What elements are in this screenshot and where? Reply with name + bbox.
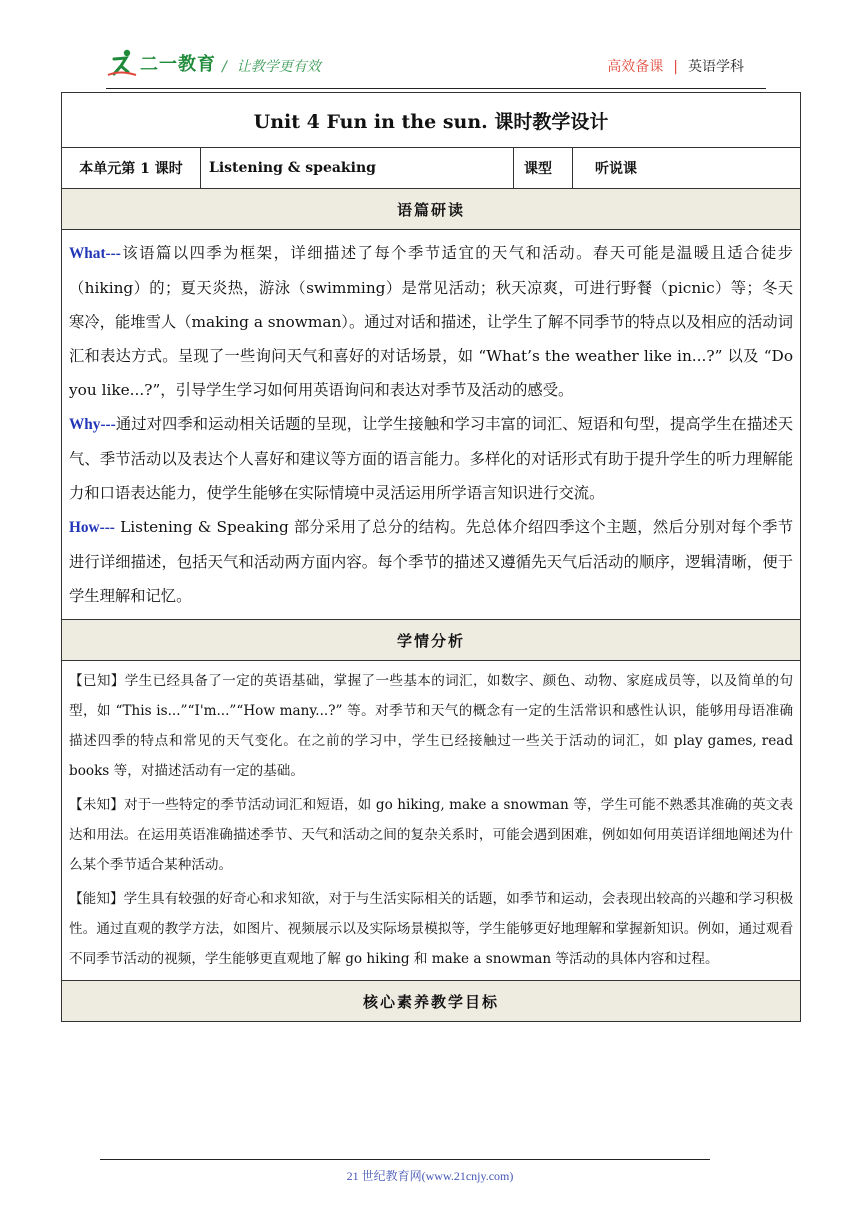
text-analysis-content — [62, 230, 801, 620]
subject-label: 英语学科 — [688, 59, 744, 75]
footer-divider — [100, 1159, 710, 1160]
why-label: Why--- — [69, 416, 116, 433]
lesson-type-value: 听说课 — [573, 148, 801, 189]
page-header — [0, 0, 860, 92]
footer-link[interactable]: 21 世纪教育网(www.21cnjy.com) — [346, 1169, 514, 1183]
how-text: Listening & Speaking 部分采用了总分的结构。先总体介绍四季这个主题，然后分别对每个季节进行详细描述，包括天气和活动两方面内容。每个季节的描述又遵循先天气后活动的顺序，逻辑清晰，便于学生理解和记忆。 — [69, 518, 794, 605]
lesson-number-label: 本单元第 1 课时 — [62, 148, 201, 189]
header-divider — [106, 88, 766, 89]
why-text: 通过对四季和运动相关话题的呈现，让学生接触和学习丰富的词汇、短语和句型，提高学生在描述天气、季节活动以及表达个人喜好和建议等方面的语言能力。多样化的对话形式有助于提升学生的听力理解能力和口语表达能力，使学生能够在实际情境中灵活运用所学语言知识进行交流。 — [69, 415, 794, 502]
section-heading-text-analysis: 语篇研读 — [62, 189, 801, 230]
what-paragraph — [69, 236, 793, 407]
logo-text: 二一教育 — [140, 54, 216, 75]
unknown-paragraph: 【未知】对于一些特定的季节活动词汇和短语，如 go hiking, make a snowman 等，学生可能不熟悉其准确的英文表达和用法。在运用英语准确描述季节、天气和活动之间的复杂关系时，可能会遇到困难，例如如何用英语详细地阐述为什么某个季节适合某种活动。 — [69, 797, 794, 873]
what-text: 该语篇以四季为框架，详细描述了每个季节适宜的天气和活动。春天可能是温暖且适合徒步（hiking）的；夏天炎热，游泳（swimming）是常见活动；秋天凉爽，可进行野餐（picnic）等；冬天寒冷，能堆雪人（making a snowman）。通过对话和描述，让学生了解不同季节的特点以及相应的活动词汇和表达方式。呈现了一些询问天气和喜好的对话场景，如 “What’s the weather like in...?” 以及 “Do you like...?”，引导学生学习如何用英语询问和表达对季节及活动的感受。 — [69, 244, 794, 399]
logo — [106, 48, 216, 78]
student-analysis-content — [62, 661, 801, 981]
category-label: 高效备课 — [607, 59, 664, 75]
document-title: Unit 4 Fun in the sun. 课时教学设计 — [62, 93, 801, 148]
slogan: / 让教学更有效 — [222, 59, 321, 75]
what-label: What--- — [69, 245, 121, 262]
how-label: How--- — [69, 519, 115, 536]
why-paragraph — [69, 407, 793, 510]
able-paragraph: 【能知】学生具有较强的好奇心和求知欲，对于与生活实际相关的话题，如季节和运动，会表现出较高的兴趣和学习积极性。通过直观的教学方法，如图片、视频展示以及实际场景模拟等，学生能够更好地理解和掌握新知识。例如，通过观看不同季节活动的视频，学生能够更直观地了解 go hiking 和 make a snowman 等活动的具体内容和过程。 — [69, 891, 794, 967]
lesson-info-row — [62, 148, 801, 189]
lesson-topic: Listening & speaking — [201, 148, 514, 189]
running-man-icon — [106, 48, 138, 78]
header-subject: 高效备课 | 英语学科 — [607, 59, 744, 75]
known-paragraph: 【已知】学生已经具备了一定的英语基础，掌握了一些基本的词汇，如数字、颜色、动物、家庭成员等，以及简单的句型，如 “This is...”“I'm...”“How many...?” 等。对季节和天气的概念有一定的生活常识和感性认识，能够用母语准确描述四季的特点和常见的天气变化。在之前的学习中，学生已经接触过一些关于活动的词汇，如 play games, read books 等，对描述活动有一定的基础。 — [69, 673, 794, 779]
slogan-text: 让教学更有效 — [236, 59, 321, 75]
how-paragraph — [69, 510, 793, 613]
section-heading-core-objectives: 核心素养教学目标 — [62, 981, 801, 1022]
section-heading-student-analysis: 学情分析 — [62, 620, 801, 661]
lesson-plan-table — [61, 92, 801, 1022]
lesson-type-label: 课型 — [514, 148, 573, 189]
